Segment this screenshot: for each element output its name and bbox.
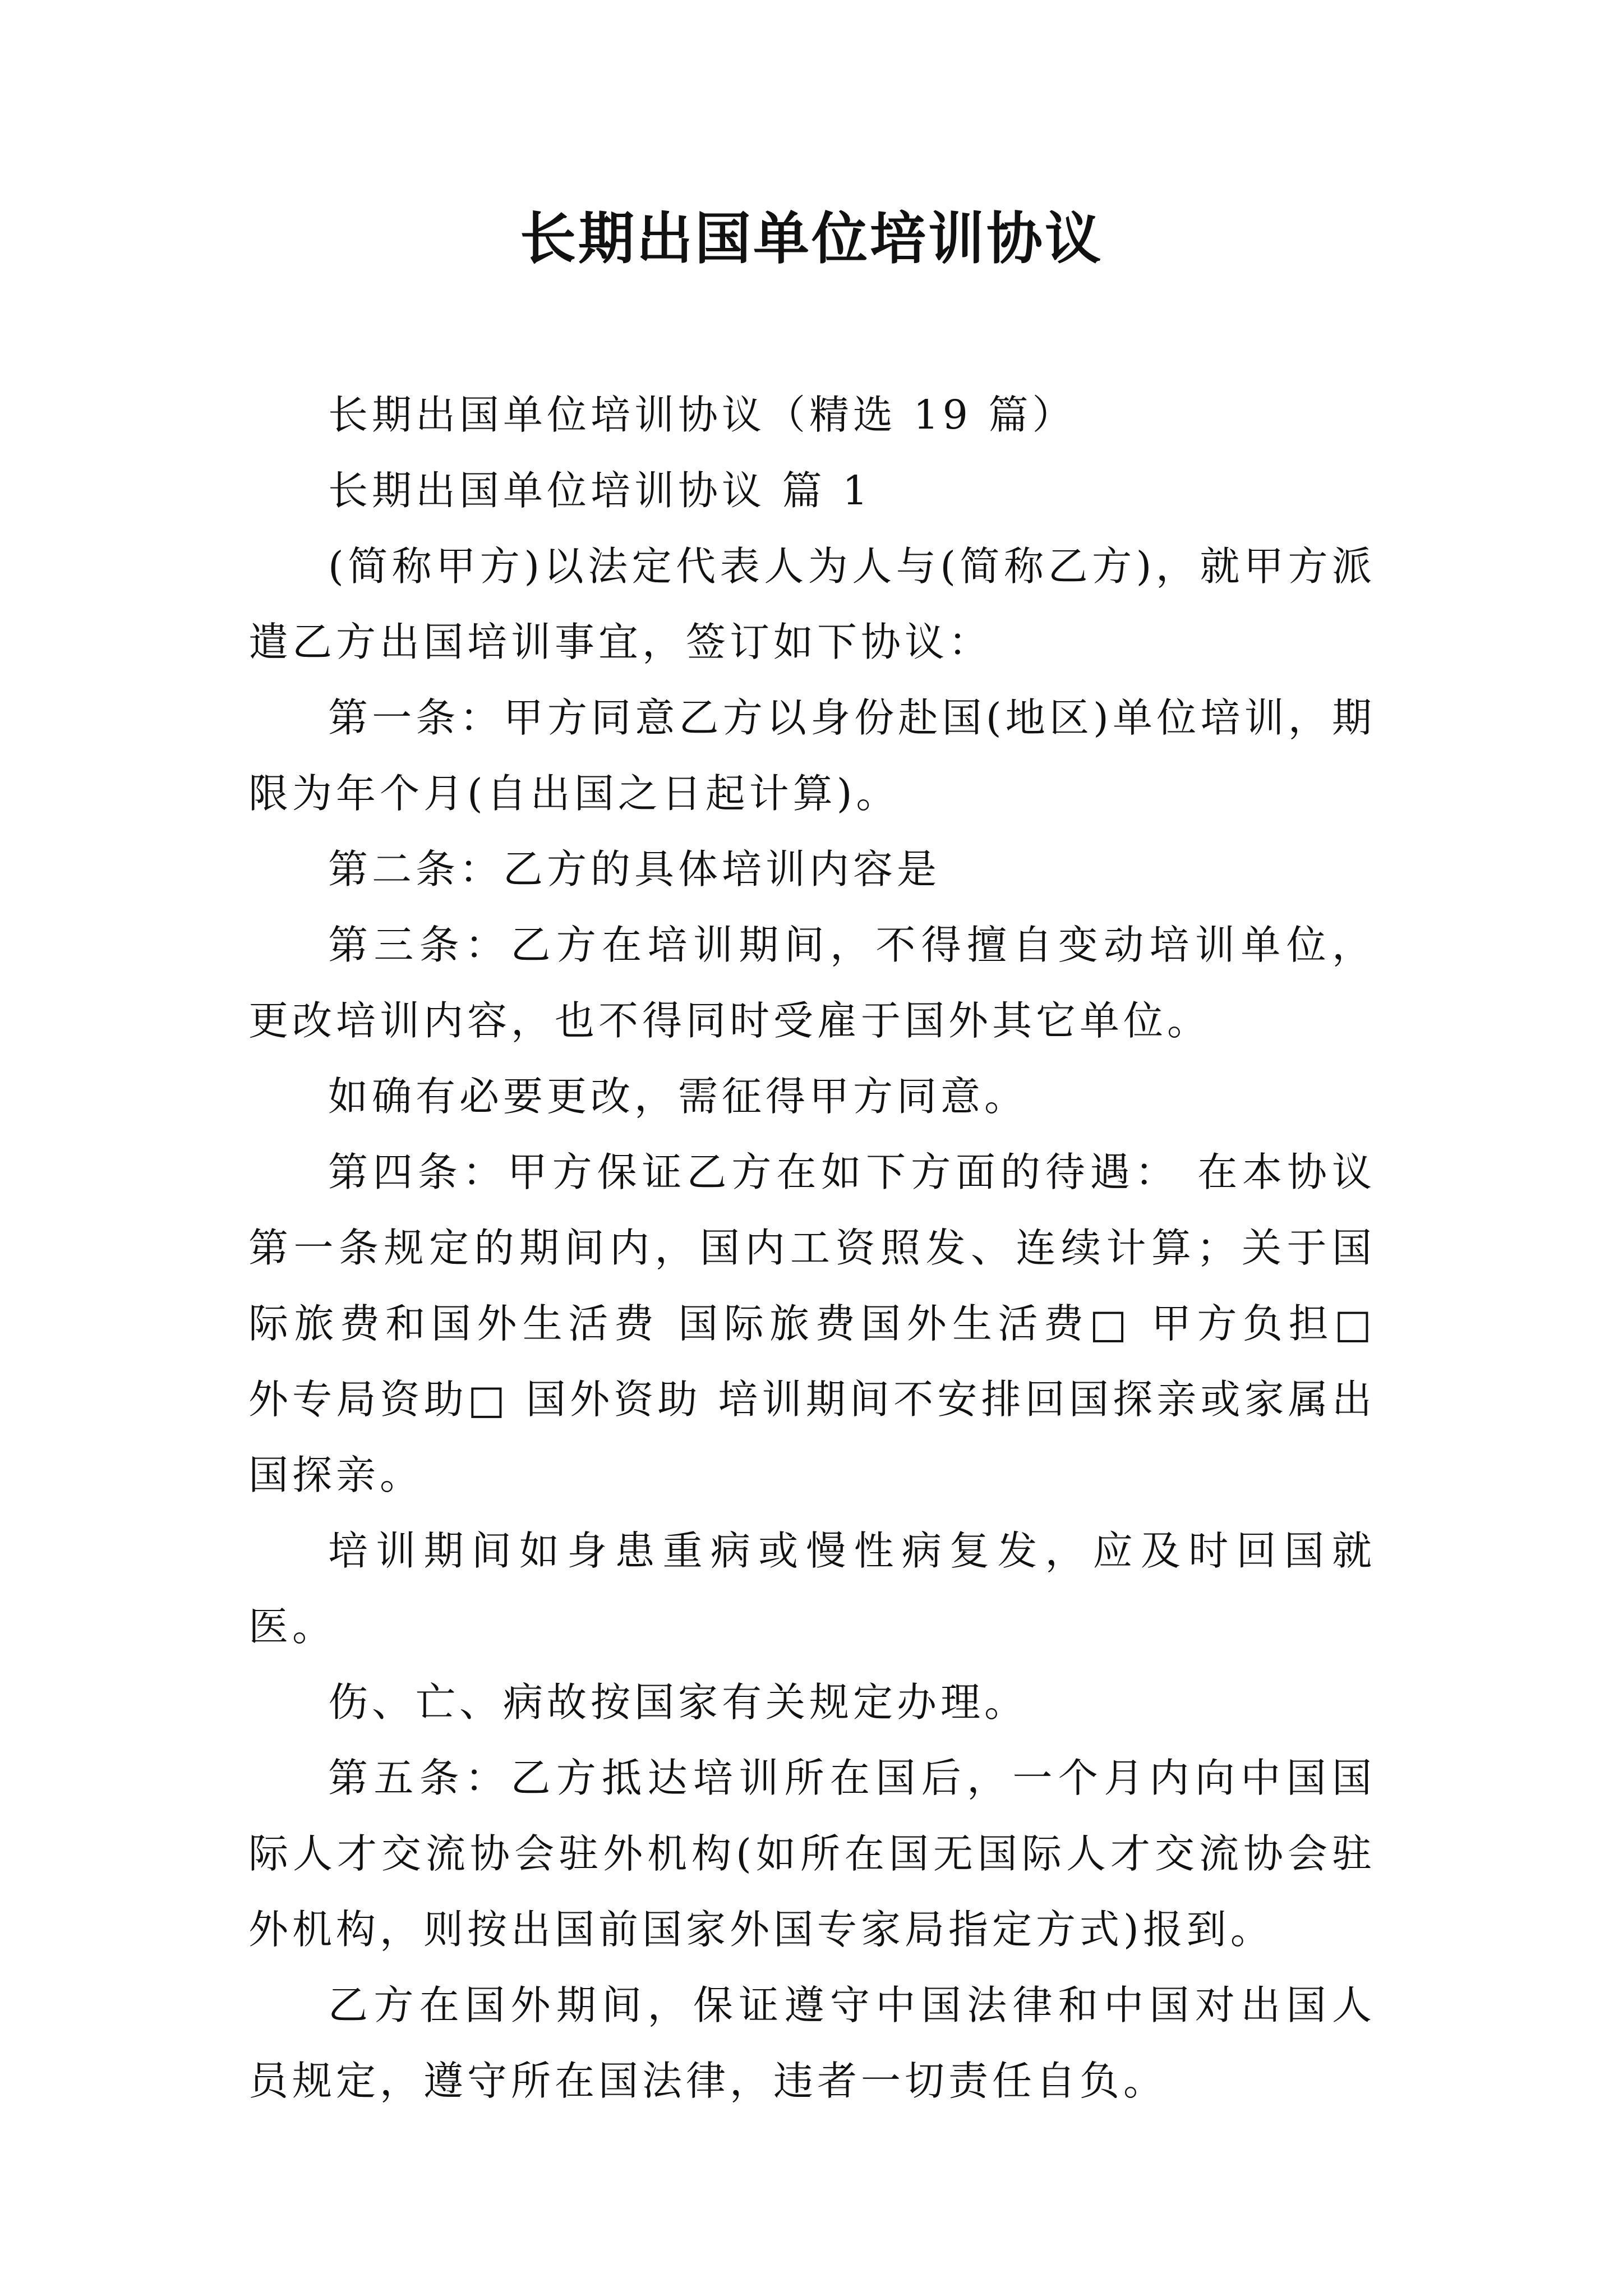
document-body <box>248 377 1376 2119</box>
article-1-paragraph: 第一条：甲方同意乙方以身份赴国(地区)单位培训，期限为年个月(自出国之日起计算)。 <box>248 694 1376 817</box>
article-5-paragraph: 第五条：乙方抵达培训所在国后，一个月内向中国国际人才交流协会驻外机构(如所在国无国际人才交流协会驻外机构，则按出国前国家外国专家局指定方式)报到。 <box>248 1755 1376 1953</box>
article-2-paragraph: 第二条：乙方的具体培训内容是 <box>328 846 941 892</box>
illness-paragraph: 培训期间如身患重病或慢性病复发，应及时回国就医。 <box>248 1527 1376 1650</box>
injury-paragraph: 伤、亡、病故按国家有关规定办理。 <box>328 1679 1029 1726</box>
section-heading: 长期出国单位培训协议 篇 1 <box>328 467 872 514</box>
document-title: 长期出国单位培训协议 <box>520 205 1103 272</box>
subtitle-paragraph: 长期出国单位培训协议（精选 19 篇） <box>328 392 1076 438</box>
article-3-note-paragraph: 如确有必要更改，需征得甲方同意。 <box>328 1073 1029 1120</box>
article-4-paragraph: 第四条：甲方保证乙方在如下方面的待遇： 在本协议第一条规定的期间内，国内工资照发、连续计算；关于国际旅费和国外生活费 国际旅费国外生活费□ 甲方负担□ 外专局资助□ 国外资助 培训期间不安排回国探亲或家属出国探亲。 <box>248 1149 1376 1498</box>
intro-paragraph: (简称甲方)以法定代表人为人与(简称乙方)，就甲方派遣乙方出国培训事宜，签订如下协议： <box>248 543 1376 665</box>
compliance-paragraph: 乙方在国外期间，保证遵守中国法律和中国对出国人员规定，遵守所在国法律，违者一切责任自负。 <box>248 1982 1376 2104</box>
article-3-paragraph: 第三条：乙方在培训期间，不得擅自变动培训单位，更改培训内容，也不得同时受雇于国外其它单位。 <box>248 922 1376 1044</box>
